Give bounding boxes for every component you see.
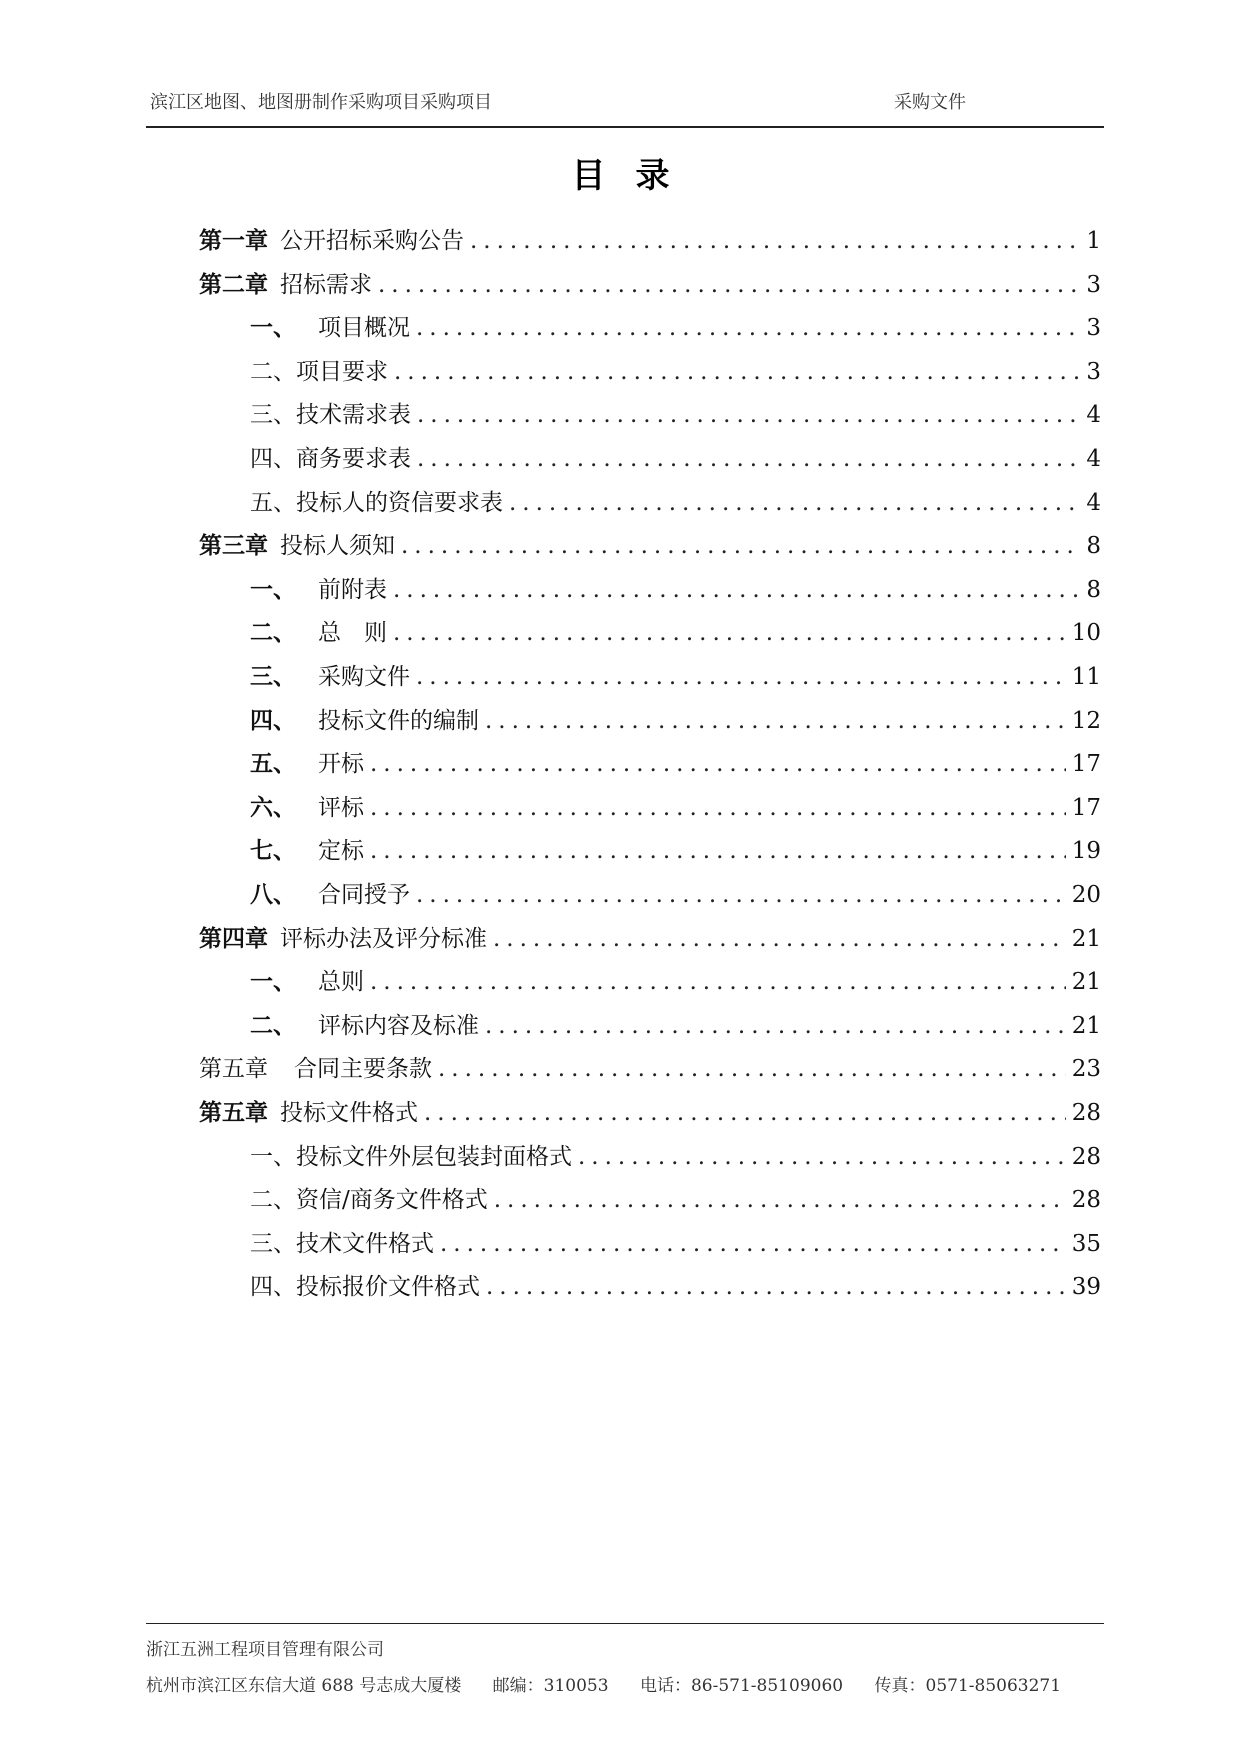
toc-entry-title: 评标: [318, 794, 364, 821]
toc-entry-label: [250, 1225, 434, 1258]
toc-entry-number: 第五章: [199, 1100, 268, 1126]
toc-entry-number: 八、: [250, 882, 296, 908]
toc-entry-label: [250, 571, 387, 604]
toc-entry[interactable]: [199, 1094, 1101, 1128]
toc-entry-title: 总则: [318, 969, 364, 996]
toc-entry[interactable]: [250, 440, 1101, 474]
toc-page-number: 1: [1086, 228, 1101, 254]
toc-entry-title: 采购文件: [318, 664, 410, 690]
toc-dot-leader: [578, 1144, 1066, 1170]
toc-page-number: 4: [1086, 446, 1101, 472]
toc-entry-label: [250, 789, 364, 822]
toc-entry-title: 二、项目要求: [250, 358, 388, 385]
toc-page-number: 20: [1071, 882, 1101, 908]
toc-page-number: 17: [1071, 794, 1101, 821]
toc-entry-label: [250, 484, 503, 517]
toc-dot-leader: [393, 620, 1066, 646]
toc-entry-title: 评标内容及标准: [318, 1012, 479, 1039]
toc-dot-leader: [416, 882, 1066, 908]
toc-dot-leader: [370, 795, 1066, 821]
toc-page-number: 19: [1071, 838, 1101, 865]
toc-page-number: 4: [1086, 489, 1101, 516]
toc-entry-number: 一、: [250, 315, 296, 342]
toc-entry-title: 一、投标文件外层包装封面格式: [250, 1143, 572, 1170]
toc-page-number: 3: [1086, 315, 1101, 342]
toc-page-number: 17: [1071, 751, 1101, 778]
toc-entry-number: 五、: [250, 751, 296, 778]
toc-entry[interactable]: [199, 1050, 1101, 1084]
toc-entry-label: [250, 876, 410, 909]
toc-entry-number: 第一章: [199, 228, 268, 254]
toc-entry-title: 五、投标人的资信要求表: [250, 489, 503, 516]
toc-entry[interactable]: [250, 1181, 1101, 1215]
footer-postcode: 邮编：310053: [492, 1676, 609, 1696]
toc-page-number: 4: [1086, 402, 1101, 429]
toc-entry[interactable]: [250, 353, 1101, 387]
toc-entry-title: 合同主要条款: [294, 1056, 432, 1083]
footer-phone: 电话：86-571-85109060: [639, 1676, 844, 1696]
toc-entry-label: [199, 1050, 432, 1083]
toc-entry-number: 第五章: [199, 1056, 268, 1083]
toc-entry[interactable]: [250, 832, 1101, 866]
toc-page-number: 21: [1071, 969, 1101, 996]
toc-page-number: 8: [1086, 533, 1101, 560]
toc-entry-label: [250, 309, 410, 342]
toc-dot-leader: [416, 315, 1080, 341]
toc-page-number: 35: [1071, 1230, 1101, 1257]
toc-dot-leader: [394, 359, 1080, 385]
page-footer: [146, 1623, 1104, 1704]
toc-entry[interactable]: [250, 702, 1101, 736]
toc-entry-label: [199, 1094, 418, 1127]
toc-entry-label: [250, 1181, 488, 1214]
toc-entry-label: [250, 702, 479, 735]
toc-entry-number: 四、: [250, 707, 296, 734]
toc-entry-label: [199, 527, 395, 560]
header-document-type: 采购文件: [894, 92, 966, 113]
toc-entry[interactable]: [250, 1138, 1101, 1172]
toc-entry-title: 四、商务要求表: [250, 446, 411, 472]
toc-entry[interactable]: [199, 222, 1101, 256]
toc-entry-label: [199, 266, 372, 299]
toc-page-number: 3: [1086, 358, 1101, 385]
toc-entry-label: [250, 1138, 572, 1171]
toc-entry[interactable]: [250, 658, 1101, 692]
toc-entry-title: 二、资信/商务文件格式: [250, 1187, 488, 1214]
footer-address: 杭州市滨江区东信大道 688 号志成大厦楼: [146, 1676, 462, 1696]
toc-dot-leader: [485, 1013, 1066, 1039]
toc-entry-number: 第二章: [199, 271, 268, 298]
toc-page-number: 21: [1071, 925, 1101, 952]
toc-entry-title: 总 则: [318, 620, 387, 647]
toc-entry-title: 投标文件的编制: [318, 707, 479, 734]
toc-entry-title: 公开招标采购公告: [280, 228, 464, 254]
toc-entry[interactable]: [250, 1007, 1101, 1041]
toc-entry-number: 第三章: [199, 533, 268, 560]
toc-entry[interactable]: [199, 920, 1101, 954]
toc-entry-title: 三、技术文件格式: [250, 1230, 434, 1257]
toc-entry[interactable]: [250, 396, 1101, 430]
toc-entry-number: 六、: [250, 794, 296, 821]
toc-page-number: 10: [1071, 620, 1101, 647]
toc-entry[interactable]: [250, 309, 1101, 343]
toc-entry-number: 第四章: [199, 925, 268, 952]
footer-fax: 传真：0571-85063271: [874, 1676, 1062, 1696]
toc-dot-leader: [370, 751, 1066, 777]
toc-dot-leader: [438, 1056, 1066, 1082]
toc-entry-label: [250, 1268, 480, 1301]
toc-entry-number: 二、: [250, 620, 296, 647]
toc-page-number: 28: [1071, 1187, 1101, 1214]
toc-entry-number: 二、: [250, 1012, 296, 1039]
toc-entry-title: 定标: [318, 838, 364, 865]
toc-dot-leader: [370, 838, 1066, 864]
toc-entry-label: [199, 920, 487, 953]
toc-dot-leader: [401, 533, 1080, 559]
toc-entry-number: 七、: [250, 838, 296, 865]
toc-entry-label: [250, 353, 388, 386]
toc-entry-number: 一、: [250, 576, 296, 603]
footer-company: 浙江五洲工程项目管理有限公司: [146, 1640, 384, 1660]
toc-dot-leader: [485, 708, 1066, 734]
toc-page-number: 28: [1071, 1143, 1101, 1170]
toc-dot-leader: [416, 664, 1066, 690]
toc-dot-leader: [370, 969, 1066, 995]
toc-dot-leader: [417, 402, 1080, 428]
toc-dot-leader: [509, 490, 1080, 516]
toc-entry-number: 一、: [250, 969, 296, 996]
toc-entry-title: 投标文件格式: [280, 1100, 418, 1126]
toc-entry-label: [250, 396, 411, 429]
toc-entry-label: [250, 832, 364, 865]
toc-entry[interactable]: [250, 1268, 1101, 1302]
toc-entry-label: [250, 745, 364, 778]
toc-entry-label: [250, 963, 364, 996]
toc-entry-label: [250, 1007, 479, 1040]
toc-entry-title: 项目概况: [318, 315, 410, 342]
toc-entry[interactable]: [250, 876, 1101, 910]
toc-entry-label: [199, 222, 464, 255]
toc-entry[interactable]: [199, 266, 1101, 300]
toc-page-number: 8: [1086, 576, 1101, 603]
toc-dot-leader: [493, 926, 1066, 952]
toc-page-number: 12: [1071, 707, 1101, 734]
toc-page-number: 39: [1071, 1274, 1101, 1301]
toc-dot-leader: [486, 1274, 1066, 1300]
toc-page-number: 28: [1071, 1100, 1101, 1126]
toc-entry-label: [250, 658, 410, 691]
toc-dot-leader: [440, 1231, 1066, 1257]
toc-entry[interactable]: [250, 614, 1101, 648]
toc-entry[interactable]: [250, 1225, 1101, 1259]
toc-entry-title: 开标: [318, 751, 364, 778]
toc-entry[interactable]: [250, 963, 1101, 997]
toc-entry[interactable]: [250, 789, 1101, 823]
toc-page-number: 11: [1071, 664, 1101, 690]
toc-entry-title: 三、技术需求表: [250, 402, 411, 429]
toc-dot-leader: [470, 228, 1080, 254]
toc-page-number: 3: [1086, 271, 1101, 298]
footer-contact: [146, 1668, 1104, 1704]
toc-entry[interactable]: [250, 571, 1101, 605]
toc-entry-title: 投标人须知: [280, 533, 395, 560]
toc-entry-number: 三、: [250, 664, 296, 690]
toc-entry-title: 评标办法及评分标准: [280, 925, 487, 952]
toc-entry-title: 四、投标报价文件格式: [250, 1274, 480, 1301]
toc-entry[interactable]: [199, 527, 1101, 561]
toc-entry[interactable]: [250, 745, 1101, 779]
toc-entry-title: 前附表: [318, 576, 387, 603]
toc-dot-leader: [494, 1187, 1066, 1213]
toc-entry[interactable]: [250, 484, 1101, 518]
toc-entry-title: 招标需求: [280, 271, 372, 298]
toc-title: 目录: [571, 156, 700, 196]
toc-dot-leader: [378, 272, 1080, 298]
toc-dot-leader: [393, 577, 1080, 603]
toc-entry-label: [250, 440, 411, 473]
header-project-name: 滨江区地图、地图册制作采购项目采购项目: [150, 92, 492, 113]
toc-page-number: 21: [1071, 1012, 1101, 1039]
page-header: [146, 88, 1104, 128]
toc-dot-leader: [424, 1100, 1066, 1126]
toc-page-number: 23: [1071, 1056, 1101, 1083]
toc-entry-label: [250, 614, 387, 647]
toc-entry-title: 合同授予: [318, 882, 410, 908]
toc-dot-leader: [417, 446, 1080, 472]
